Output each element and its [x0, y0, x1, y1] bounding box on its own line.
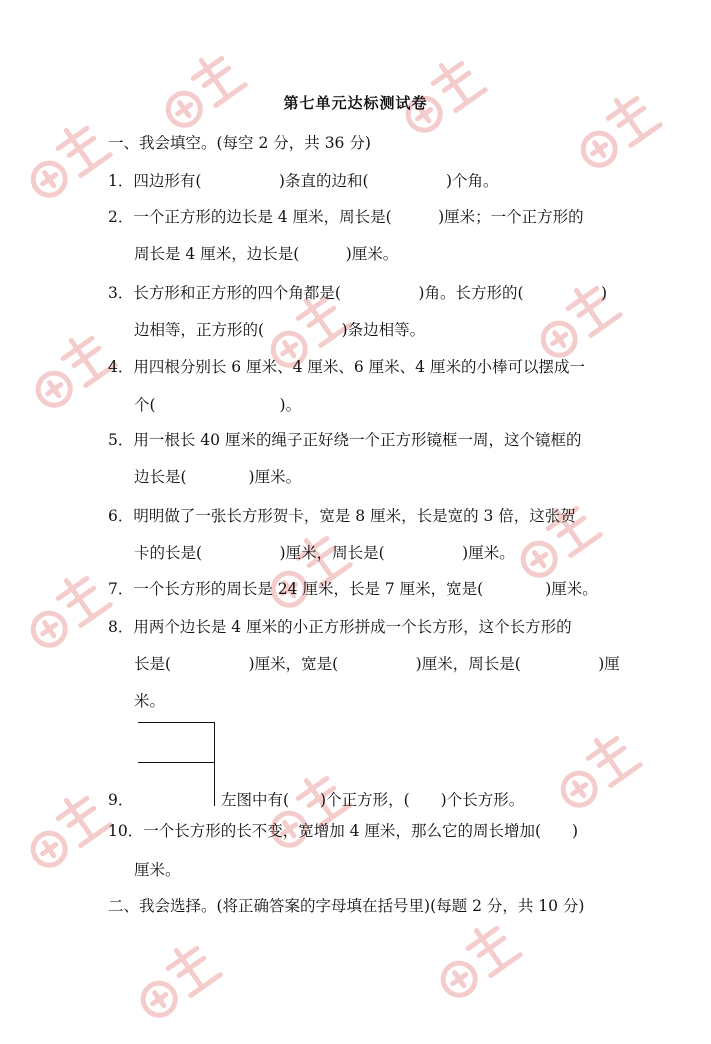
question-8-line3: 米。	[134, 692, 166, 710]
watermark-logo	[385, 25, 515, 155]
question-2-line2: 周长是 4 厘米，边长是( )厘米。	[134, 245, 399, 263]
question-8-line1: 8．用两个边长是 4 厘米的小正方形拼成一个长方形，这个长方形的	[108, 618, 572, 636]
watermark-logo	[145, 20, 275, 150]
question-3-line2: 边相等，正方形的( )条边相等。	[134, 321, 426, 339]
figure-top-line	[138, 722, 214, 723]
question-9: 左图中有( )个正方形，( )个长方形。	[221, 791, 525, 809]
section2-heading: 二、我会选择。(将正确答案的字母填在括号里)(每题 2 分，共 10 分)	[108, 897, 585, 915]
figure-middle-line	[138, 762, 214, 763]
question-6-line1: 6．明明做了一张长方形贺卡，宽是 8 厘米，长是宽的 3 倍，这张贺	[108, 507, 576, 525]
watermark-logo	[120, 910, 250, 1040]
question-8-line2: 长是( )厘米，宽是( )厘米，周长是( )厘	[134, 655, 620, 673]
question-10-line2: 厘米。	[134, 861, 181, 879]
watermark-logo	[540, 700, 670, 830]
page-title: 第七单元达标测试卷	[283, 94, 428, 112]
question-5-line2: 边长是( )厘米。	[134, 468, 302, 486]
watermark-logo	[560, 60, 690, 190]
question-6-line2: 卡的长是( )厘米，周长是( )厘米。	[134, 544, 515, 562]
watermark-logo	[10, 540, 140, 670]
question-1: 1．四边形有( )条直的边和( )个角。	[108, 172, 499, 190]
figure-right-line	[214, 722, 215, 806]
question-9-number: 9．	[108, 791, 134, 809]
question-7: 7．一个长方形的周长是 24 厘米，长是 7 厘米，宽是( )厘米。	[108, 580, 598, 598]
section1-heading: 一、我会填空。(每空 2 分，共 36 分)	[108, 134, 371, 152]
question-4-line1: 4．用四根分别长 6 厘米、4 厘米、6 厘米、4 厘米的小棒可以摆成一	[108, 358, 585, 376]
rectangle-figure	[138, 722, 218, 806]
question-3-line1: 3．长方形和正方形的四个角都是( )角。长方形的( )	[108, 284, 608, 302]
question-2-line1: 2．一个正方形的边长是 4 厘米，周长是( )厘米；一个正方形的	[108, 208, 584, 226]
question-10-line1: 10．一个长方形的长不变，宽增加 4 厘米，那么它的周长增加( )	[108, 822, 579, 840]
question-4-line2: 个( )。	[134, 396, 302, 414]
question-5-line1: 5．用一根长 40 厘米的绳子正好绕一个正方形镜框一周，这个镜框的	[108, 431, 582, 449]
